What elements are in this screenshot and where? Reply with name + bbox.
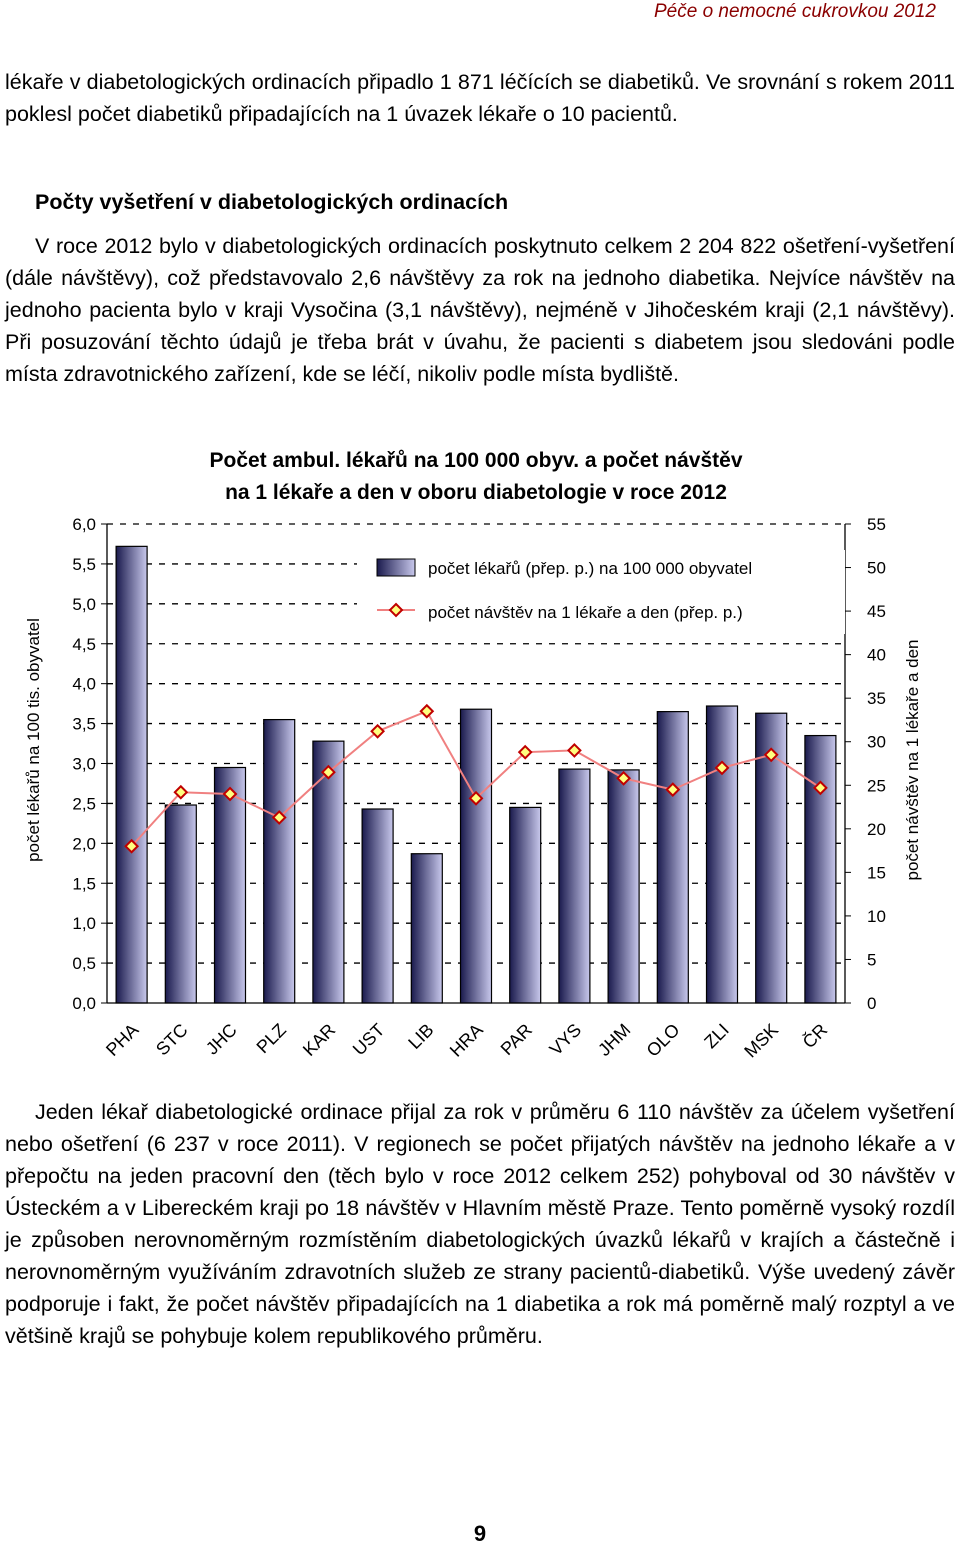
- y-left-tick-label: 5,0: [72, 594, 96, 614]
- x-tick-label: ZLI: [700, 1019, 733, 1053]
- bar: [608, 770, 639, 1003]
- y-axis-left-title: počet lékařů na 100 tis. obyvatel: [24, 618, 43, 862]
- y-right-tick-label: 5: [867, 950, 877, 970]
- bar: [805, 736, 836, 1003]
- legend-bar-swatch: [377, 559, 415, 576]
- y-left-tick-label: 3,5: [72, 714, 96, 734]
- bar: [559, 769, 590, 1003]
- line-point: [421, 705, 433, 717]
- y-right-tick-label: 35: [867, 689, 886, 709]
- page-number: 9: [473, 1521, 487, 1546]
- x-tick-label: JHM: [594, 1019, 635, 1060]
- legend: [357, 550, 845, 634]
- y-left-tick-label: 4,0: [72, 674, 96, 694]
- y-right-tick-label: 50: [867, 558, 886, 578]
- x-tick-label: HRA: [445, 1019, 487, 1061]
- line-point: [568, 744, 580, 756]
- paragraph-intro: lékaře v diabetologických ordinacích připadlo 1 871 léčících se diabetiků. Ve srovnání s rokem 2011 poklesl počet diabetiků připadajících na 1 úvazek lékaře o 10 pacientů.: [5, 70, 955, 126]
- chart-title-line1: Počet ambul. lékařů na 100 000 obyv. a počet návštěv: [209, 449, 743, 472]
- bar: [215, 767, 246, 1003]
- section-heading: Počty vyšetření v diabetologických ordinacích: [35, 190, 509, 214]
- x-tick-label: STC: [152, 1019, 192, 1060]
- x-tick-label: MSK: [740, 1019, 783, 1062]
- x-tick-label: OLO: [642, 1019, 684, 1061]
- legend-bar-label: počet lékařů (přep. p.) na 100 000 obyvatel: [428, 559, 753, 578]
- x-tick-label: PAR: [496, 1019, 537, 1060]
- bar: [362, 809, 393, 1003]
- y-left-tick-label: 5,5: [72, 554, 96, 574]
- y-right-tick-label: 10: [867, 906, 886, 926]
- y-left-tick-label: 3,0: [72, 754, 96, 774]
- x-tick-label: JHC: [201, 1019, 241, 1059]
- x-tick-label: ČR: [798, 1019, 832, 1053]
- paragraph-visits: V roce 2012 bylo v diabetologických ordinacích poskytnuto celkem 2 204 822 ošetření-vyšetření (dále návštěvy), což představovalo 2,6 návštěvy za rok na jednoho diabetika. Nejvíce návštěv na jednoho pacienta bylo v kraji Vysočina (3,1 návštěvy), nejméně v Jihočeském kraji (2,1 návštěvy). Při posuzování těchto údajů je třeba brát v úvahu, že pacienti s diabetem jsou sledováni podle místa zdravotnického zařízení, kde se léčí, nikoliv podle místa bydliště.: [5, 234, 955, 386]
- y-left-tick-label: 2,0: [72, 834, 96, 854]
- chart: [0, 440, 960, 1085]
- y-right-tick-label: 15: [867, 863, 886, 883]
- paragraph-doctor-visits: Jeden lékař diabetologické ordinace přijal za rok v průměru 6 110 návštěv za účelem vyšetření nebo ošetření (6 237 v roce 2011). V regionech se počet přijatých návštěv na jednoho lékaře a v přepočtu na jeden pracovní den (těch bylo v roce 2012 celkem 252) pohyboval od 30 návštěv v Ústeckém a v Libereckém kraji po 18 návštěv v Hlavním městě Praze. Tento poměrně vysoký rozdíl je způsoben nerovnoměrným rozmístěním diabetologických úvazků lékařů v krajích a částečně i nerovnoměrným využíváním zdravotních služeb ze strany pacientů-diabetiků. Výše uvedený závěr podporuje i fakt, že počet návštěv připadajících na 1 diabetika a rok má poměrně malý rozptyl a ve většině krajů se pohybuje kolem republikového průměru.: [5, 1100, 955, 1348]
- y-right-tick-label: 20: [867, 819, 886, 839]
- y-left-tick-label: 2,5: [72, 794, 96, 814]
- x-tick-label: PLZ: [252, 1019, 291, 1058]
- y-left-tick-label: 6,0: [72, 515, 96, 534]
- y-left-tick-label: 1,0: [72, 914, 96, 934]
- x-tick-label: PHA: [102, 1019, 143, 1061]
- y-axis-right-title: počet návštěv na 1 lékaře a den: [903, 639, 922, 881]
- y-right-tick-label: 30: [867, 732, 886, 752]
- x-tick-label: KAR: [298, 1019, 340, 1061]
- bar: [411, 854, 442, 1003]
- x-tick-label: VYS: [545, 1019, 586, 1060]
- y-right-tick-label: 0: [867, 994, 877, 1013]
- y-left-tick-label: 0,5: [72, 954, 96, 974]
- y-left-tick-label: 1,5: [72, 874, 96, 894]
- y-left-tick-label: 0,0: [72, 994, 96, 1013]
- y-right-tick-label: 55: [867, 515, 886, 534]
- y-left-tick-label: 4,5: [72, 634, 96, 654]
- bar: [165, 805, 196, 1003]
- bar: [461, 709, 492, 1003]
- bar: [707, 706, 738, 1003]
- bar: [313, 741, 344, 1003]
- running-header: Péče o nemocné cukrovkou 2012: [653, 1, 936, 22]
- bar: [510, 807, 541, 1003]
- chart-title-line2: na 1 lékaře a den v oboru diabetologie v roce 2012: [225, 481, 727, 504]
- x-tick-label: UST: [348, 1019, 389, 1060]
- bar: [264, 720, 295, 1003]
- bar: [116, 546, 147, 1003]
- y-right-tick-label: 40: [867, 645, 886, 665]
- y-right-tick-label: 45: [867, 602, 886, 622]
- bar: [657, 712, 688, 1003]
- x-tick-label: LIB: [404, 1019, 438, 1053]
- y-right-tick-label: 25: [867, 776, 886, 796]
- legend-line-label: počet návštěv na 1 lékaře a den (přep. p.): [428, 603, 743, 622]
